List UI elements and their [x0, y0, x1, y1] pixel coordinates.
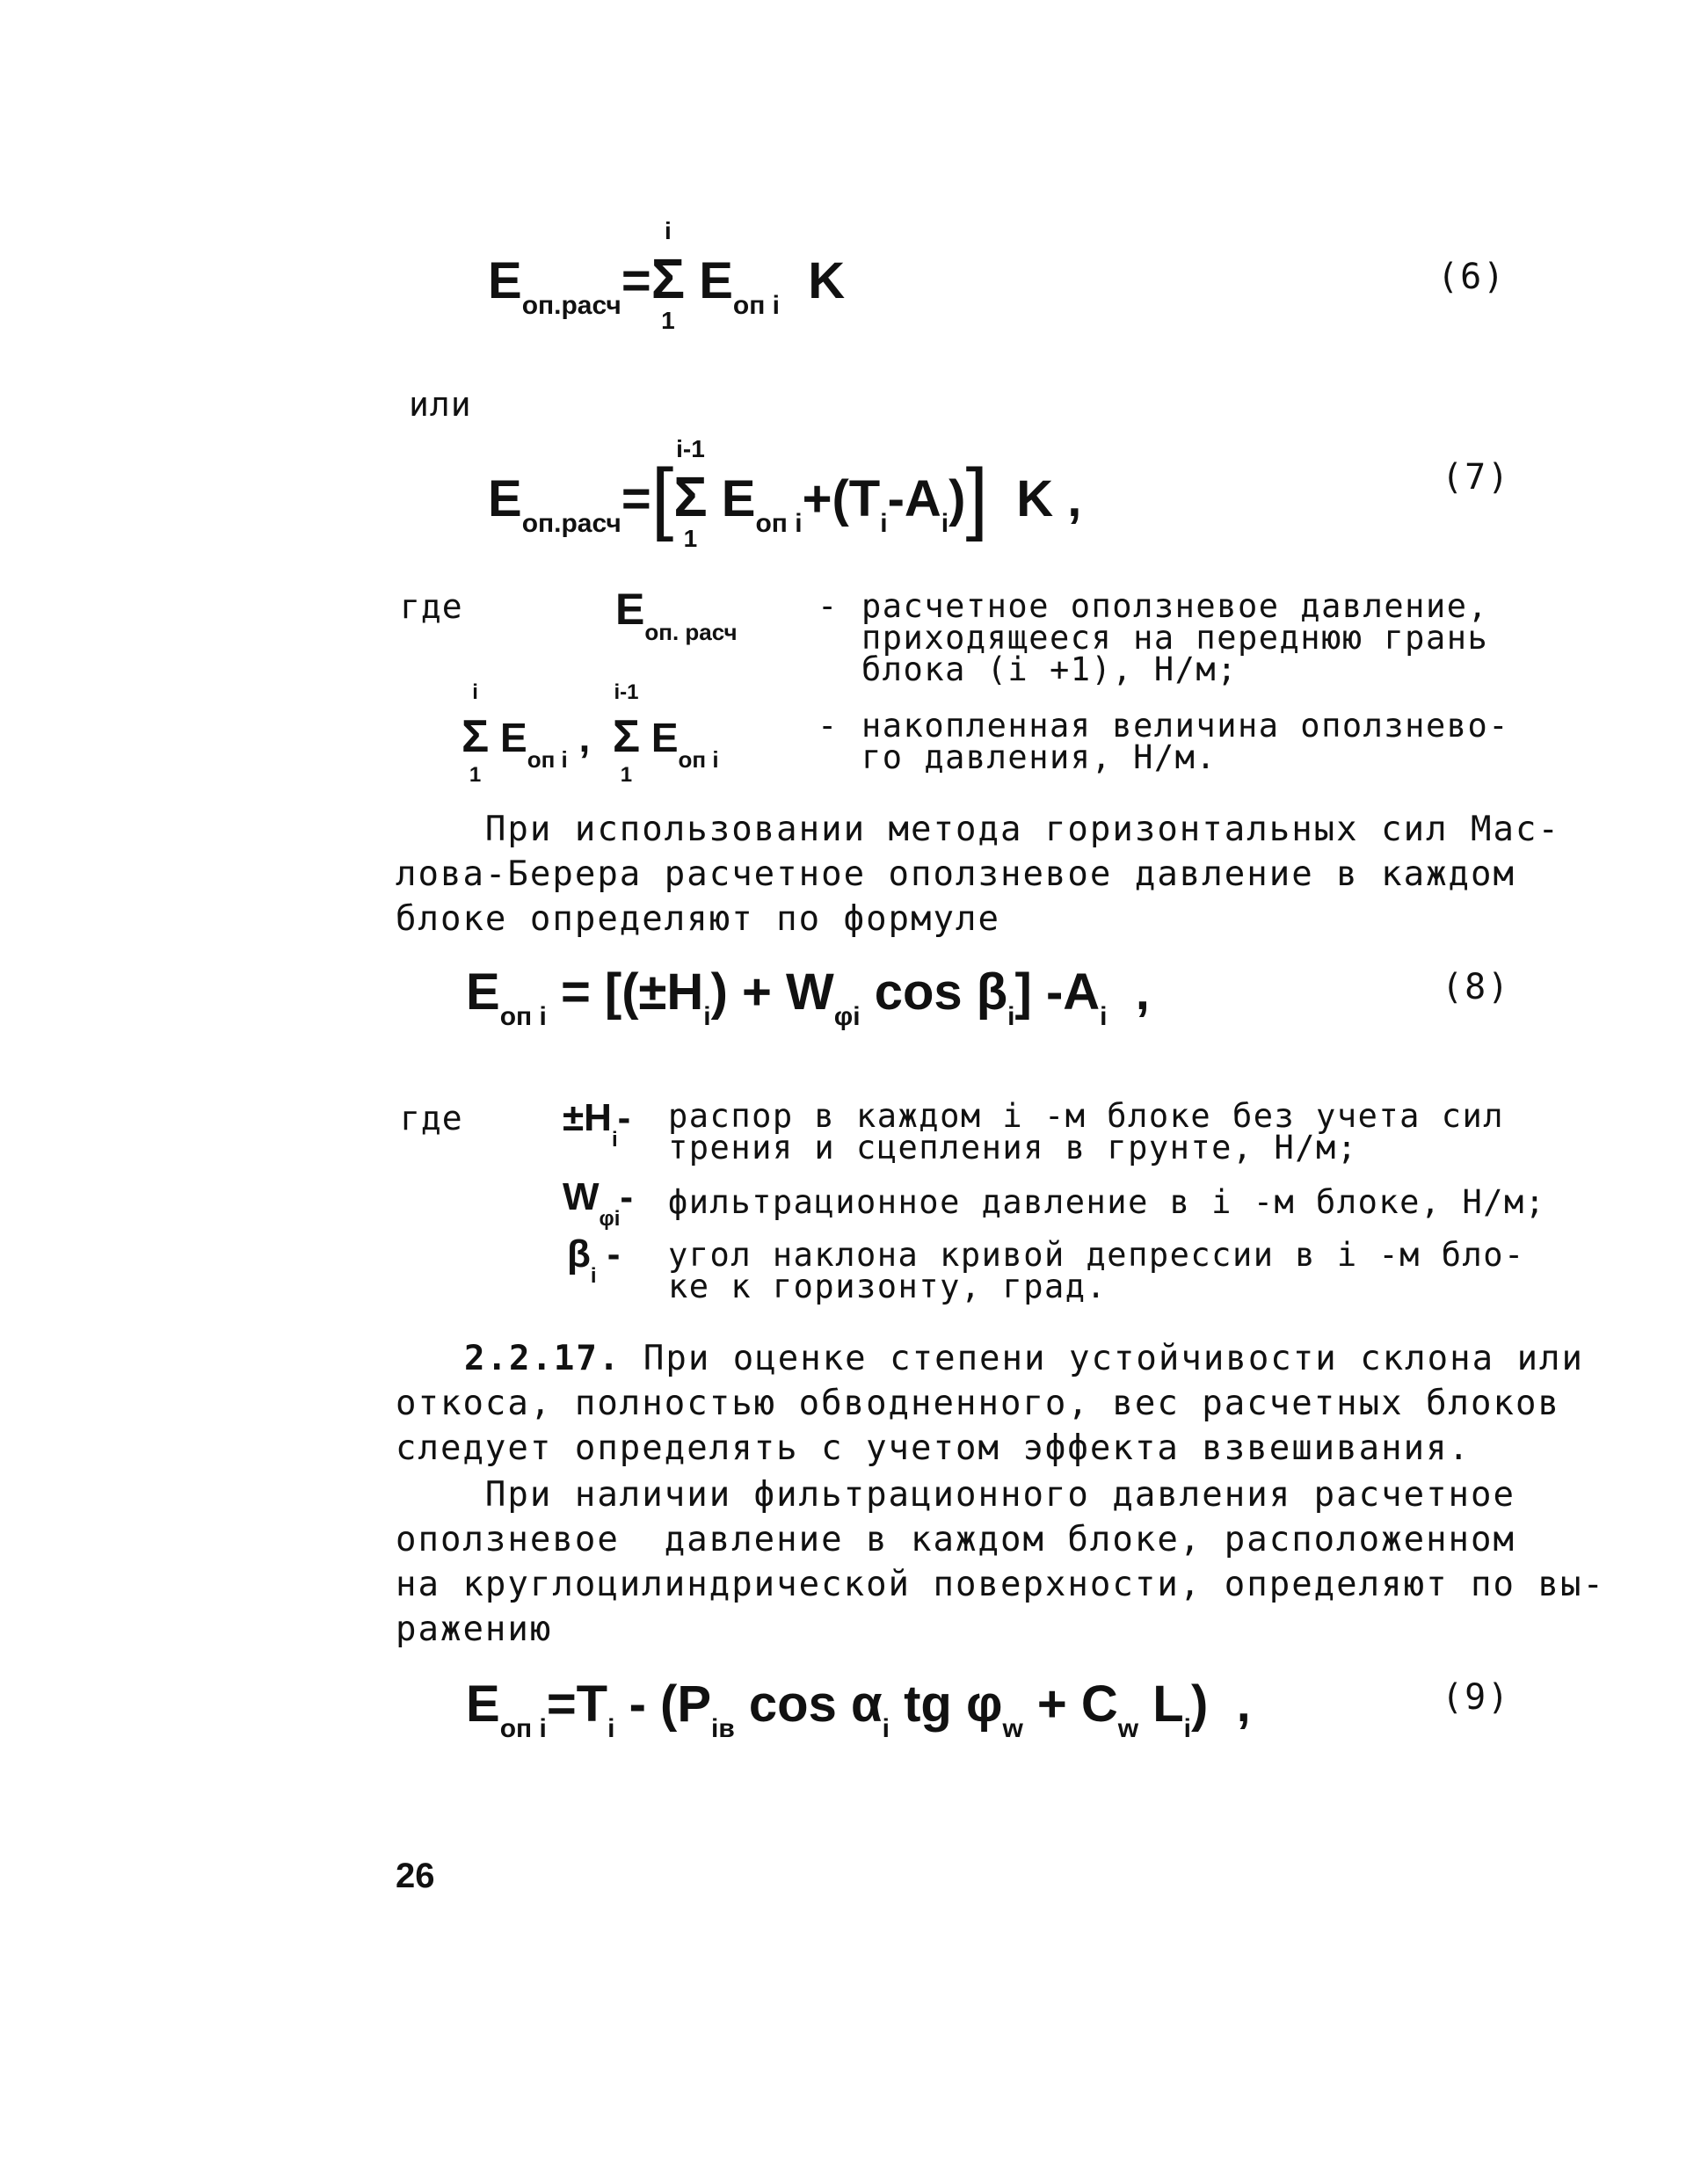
or-word: или: [409, 385, 472, 424]
formula-7-lhs: E: [488, 470, 522, 527]
where2-dash-1: -: [617, 1096, 631, 1139]
formula-6-sum: Σ i 1: [650, 217, 686, 334]
where1-sum-separator: ,: [578, 715, 591, 760]
formula-7-rest2-sub: i: [941, 509, 949, 538]
where1-sum-a-bot: 1: [469, 763, 482, 787]
formula-8-body1: = [(±H: [560, 963, 704, 1021]
where1-dash-1: -: [818, 587, 839, 625]
equation-number-9: (9): [1442, 1677, 1511, 1718]
paragraph-2-2-17-text: При оценке степени устойчивости склона или откоса, полностью обводненного, вес расчетных блоков следует определять с учетом эффекта взвешивания.: [396, 1339, 1585, 1468]
where2-symbol-w-sub: φi: [599, 1207, 621, 1231]
formula-7-tail: K ,: [1016, 470, 1082, 527]
where1-sum-b-top: i-1: [614, 680, 639, 704]
formula-8-body4: ] -A: [1014, 963, 1101, 1021]
formula-9-body6: L: [1138, 1675, 1184, 1733]
where1-symbol-e: E: [615, 585, 645, 634]
formula-8-lhs: E: [466, 963, 500, 1021]
equation-number-6: (6): [1437, 257, 1507, 297]
where1-sum-a-sub: оп i: [527, 746, 568, 773]
formula-9-body1: =T: [546, 1675, 608, 1733]
formula-9-body7: ): [1191, 1675, 1209, 1733]
where1-definition-2: накопленная величина оползнево- го давления, Н/м.: [861, 707, 1510, 776]
formula-6-term-sub: оп i: [732, 291, 781, 320]
where1-symbol-e-calc: [615, 585, 738, 645]
formula-8-body3: cos β: [860, 963, 1008, 1021]
equation-number-8: (8): [1442, 967, 1511, 1007]
where1-sum-a-term: E: [500, 715, 527, 760]
formula-9-body3: cos α: [734, 1675, 883, 1733]
formula-7-sum: Σ i-1 1: [673, 435, 708, 552]
formula-8-tail: ,: [1135, 963, 1150, 1021]
formula-7-lhs-sub: оп.расч: [521, 509, 621, 538]
where-label-2: где: [400, 1099, 463, 1138]
formula-7-eq: =: [621, 470, 651, 527]
section-number: 2.2.17.: [464, 1339, 621, 1378]
paragraph-maslov-berer: При использовании метода горизонтальных сил Мас- лова-Берера расчетное оползневое давление в каждом блоке определяют по формуле: [396, 810, 1560, 939]
where2-symbol-beta-main: β: [567, 1232, 591, 1276]
formula-8-body4-sub: i: [1100, 1002, 1108, 1031]
formula-6-lhs-sub: оп.расч: [521, 291, 621, 320]
formula-7-rest: +(T: [802, 470, 881, 527]
formula-7-rest3: ): [948, 470, 966, 527]
where1-symbol-sums: [462, 680, 719, 787]
formula-9-body4: tg φ: [889, 1675, 1003, 1733]
formula-7-term-sub: оп i: [755, 509, 803, 538]
formula-8-body2: ) + W: [710, 963, 834, 1021]
where1-sum-a-top: i: [472, 680, 478, 704]
formula-9-lhs-sub: оп i: [499, 1714, 547, 1743]
formula-8-body1-sub: i: [703, 1002, 711, 1031]
where-label-1: где: [400, 587, 463, 626]
where1-sum-b-bot: 1: [620, 763, 633, 787]
where2-definition-3: угол наклона кривой депрессии в i -м бло- ке к горизонту, град.: [668, 1236, 1525, 1305]
formula-6-tail: K: [808, 252, 846, 309]
formula-7-sum-bot: 1: [683, 525, 698, 552]
formula-7-open-bracket: [: [650, 453, 674, 542]
equation-number-7: (7): [1442, 457, 1511, 498]
formula-9-tail: ,: [1236, 1675, 1251, 1733]
where1-sum-b-sub: оп i: [678, 746, 719, 773]
formula-6-lhs: E: [488, 252, 522, 309]
formula-9-body2: - (P: [614, 1675, 712, 1733]
formula-7-close-bracket: ]: [965, 453, 988, 542]
where2-symbol-w-main: W: [563, 1175, 600, 1218]
formula-8-body3-sub: i: [1007, 1002, 1015, 1031]
formula-7-term: E: [721, 470, 756, 527]
formula-7-rest2: -A: [887, 470, 941, 527]
where1-dash-2: -: [818, 707, 839, 745]
formula-9-lhs: E: [466, 1675, 500, 1733]
formula-9-body5: + C: [1022, 1675, 1118, 1733]
formula-6-eq: =: [621, 252, 651, 309]
formula-9-body5-sub: w: [1117, 1714, 1139, 1743]
where2-definition-2: фильтрационное давление в i -м блоке, Н/м;: [668, 1183, 1546, 1221]
formula-6-term: E: [699, 252, 733, 309]
where2-dash-2: -: [620, 1175, 634, 1218]
where2-symbol-beta-sub: i: [590, 1264, 597, 1288]
formula-7: [488, 435, 1082, 552]
formula-8-body2-sub: φi: [833, 1002, 861, 1031]
where2-symbol-h-sub: i: [611, 1128, 618, 1152]
formula-6-sum-bot: 1: [661, 307, 675, 334]
paragraph-filtration: При наличии фильтрационного давления расчетное оползневое давление в каждом блоке, расположенном на круглоцилиндрической поверхности, определяют по вы- ражению: [396, 1475, 1605, 1649]
paragraph-2-2-17: [396, 1336, 1584, 1471]
where1-sum-b-term: E: [650, 715, 679, 760]
where2-symbol-beta: [567, 1232, 621, 1288]
formula-8: [466, 963, 1150, 1031]
formula-8-lhs-sub: оп i: [499, 1002, 547, 1031]
formula-9: [466, 1675, 1251, 1743]
where1-sum-a: Σ i 1: [462, 680, 490, 787]
where2-dash-3: -: [607, 1232, 621, 1276]
formula-9-body3-sub: i: [882, 1714, 890, 1743]
where1-sum-b: Σ i-1 1: [612, 680, 641, 787]
where2-definition-1: распор в каждом i -м блоке без учета сил трения и сцепления в грунте, Н/м;: [668, 1097, 1505, 1167]
where2-symbol-h: [563, 1096, 631, 1152]
formula-9-body2-sub: iв: [711, 1714, 735, 1743]
page-number: 26: [396, 1857, 435, 1895]
formula-7-rest-sub: i: [880, 509, 888, 538]
formula-9-body4-sub: w: [1002, 1714, 1023, 1743]
where1-symbol-e-sub: оп. расч: [644, 619, 738, 645]
where2-symbol-h-main: ±H: [563, 1096, 612, 1139]
formula-9-body1-sub: i: [607, 1714, 615, 1743]
formula-9-body6-sub: i: [1183, 1714, 1192, 1743]
formula-6-sum-top: i: [665, 217, 672, 244]
formula-7-sum-top: i-1: [676, 435, 705, 462]
where1-definition-1: расчетное оползневое давление, приходящееся на переднюю грань блока (i +1), Н/м;: [861, 587, 1489, 688]
